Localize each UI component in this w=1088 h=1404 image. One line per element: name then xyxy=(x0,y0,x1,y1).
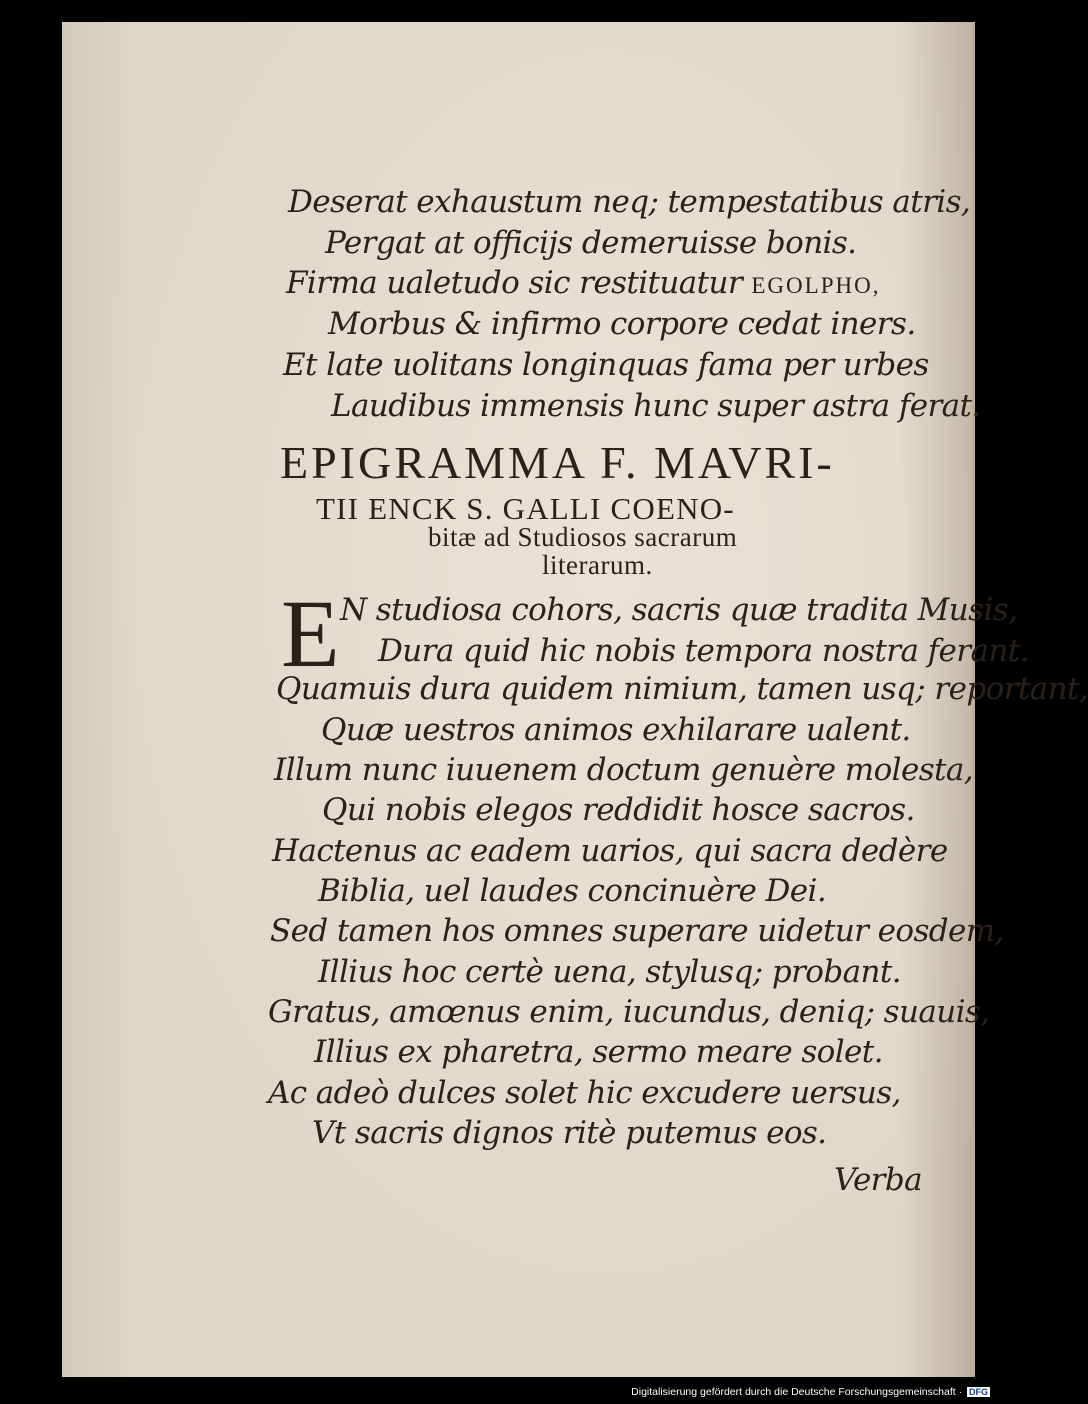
verse-line: Illius ex pharetra, sermo meare solet. xyxy=(314,1034,883,1070)
heading-line-2: TII ENCK S. GALLI COENO- xyxy=(316,491,735,526)
verse-line: Illius hoc certè uena, stylusq; probant. xyxy=(318,954,901,990)
drop-cap: E xyxy=(281,580,340,687)
heading-line-4: literarum. xyxy=(542,550,653,580)
verse-line: Morbus & infirmo corpore cedat iners. xyxy=(328,306,916,342)
verse-line: Sed tamen hos omnes superare uidetur eosdem, xyxy=(270,913,1004,949)
catchword: Verba xyxy=(834,1162,923,1198)
verse-line: Deserat exhaustum neq; tempestatibus atris, xyxy=(288,184,971,220)
verse-line: Firma ualetudo sic restituatur EGOLPHO, xyxy=(286,265,881,301)
verse-line: Pergat at officijs demeruisse bonis. xyxy=(325,225,857,261)
verse-line: Qui nobis elegos reddidit hosce sacros. xyxy=(322,792,915,828)
verse-line: Ac adeò dulces solet hic excudere uersus, xyxy=(268,1075,901,1111)
heading-line-3: bitæ ad Studiosos sacrarum xyxy=(428,522,738,552)
digitization-credit xyxy=(631,1386,990,1398)
verse-line: Vt sacris dignos ritè putemus eos. xyxy=(312,1115,827,1151)
verse-line: Laudibus immensis hunc super astra ferat. xyxy=(331,388,981,424)
dfg-logo: DFG xyxy=(969,1387,988,1398)
verse-line: Quæ uestros animos exhilarare ualent. xyxy=(321,712,911,748)
verse-line: Dura quid hic nobis tempora nostra ferant. xyxy=(378,633,1029,669)
name-egolpho: EGOLPHO, xyxy=(751,273,881,298)
verse-line: Et late uolitans longinquas fama per urbes xyxy=(283,347,929,383)
verse-line: Gratus, amœnus enim, iucundus, deniq; suauis, xyxy=(268,994,990,1030)
verse-line: N studiosa cohors, sacris quæ tradita Musis, xyxy=(340,592,1018,628)
verse-line: Hactenus ac eadem uarios, qui sacra dedère xyxy=(272,833,948,869)
verse-line: Illum nunc iuuenem doctum genuère molesta, xyxy=(274,752,974,788)
credit-text: Digitalisierung gefördert durch die Deutsche Forschungsgemeinschaft · xyxy=(631,1386,963,1398)
verse-line: Quamuis dura quidem nimium, tamen usq; reportant, xyxy=(276,671,1088,707)
heading-line-1: EPIGRAMMA F. MAVRI- xyxy=(280,437,835,488)
verse-line: Biblia, uel laudes concinuère Dei. xyxy=(318,873,827,909)
